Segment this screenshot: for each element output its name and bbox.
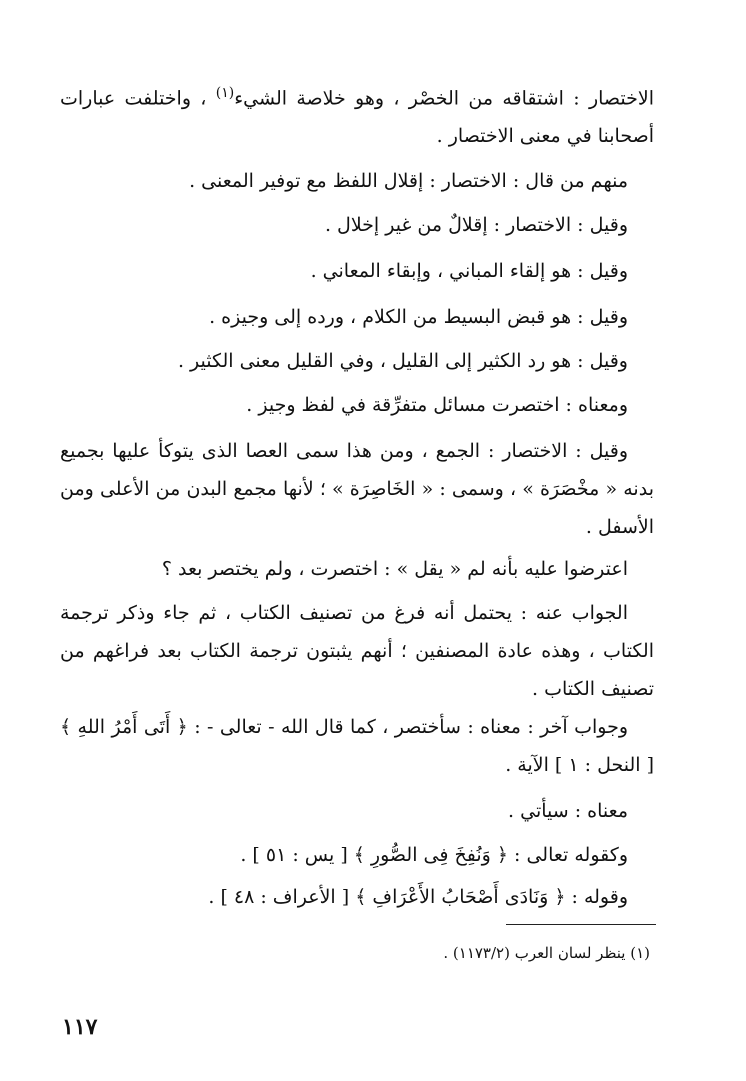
page-number: ١١٧ [62,1014,98,1040]
paragraph-2: منهم من قال : الاختصار : إقلال اللفظ مع توفير المعنى . [189,170,628,192]
paragraph-11: وجواب آخر : معناه : سأختصر ، كما قال الله - تعالى - : ﴿ أَتَى أَمْرُ اللهِ ﴾ [ النحل : ١ ] الآية . [60,716,654,776]
paragraph-4: وقيل : هو إلقاء المباني ، وإبقاء المعاني . [310,260,628,282]
footnote-separator [506,924,656,925]
paragraph-1-text: الاختصار : اشتقاقه من الخصْر ، وهو خلاصة الشيء [234,87,654,110]
paragraph-3: وقيل : الاختصار : إقلالٌ من غير إخلال . [324,214,628,236]
paragraph-5: وقيل : هو قبض البسيط من الكلام ، ورده إلى وجيزه . [209,306,628,328]
paragraph-10: الجواب عنه : يحتمل أنه فرغ من تصنيف الكتاب ، ثم جاء وذكر ترجمة الكتاب ، وهذه عادة المصنفين ؛ أنهم يثبتون ترجمة الكتاب بعد فراغهم من تصنيف الكتاب . [60,602,654,700]
footnote: (١) ينظر لسان العرب (١١٧٣/٢) . [443,944,650,962]
paragraph-6: وقيل : هو رد الكثير إلى القليل ، وفي القليل معنى الكثير . [177,350,628,372]
footnote-reference[interactable]: (١) [215,85,235,101]
paragraph-14: وقوله : ﴿ وَنَادَى أَصْحَابُ الأَعْرَافِ ﴾ [ الأعراف : ٤٨ ] . [208,886,628,908]
paragraph-9: اعترضوا عليه بأنه لم « يقل » : اختصرت ، ولم يختصر بعد ؟ [161,558,628,580]
paragraph-7: ومعناه : اختصرت مسائل متفرِّقة في لفظ وجيز . [246,394,628,416]
paragraph-12: معناه : سيأتي . [508,800,628,822]
paragraph-8: وقيل : الاختصار : الجمع ، ومن هذا سمى العصا الذى يتوكأ عليها بجميع بدنه « مخْصَرَة » ، وسمى : « الخَاصِرَة » ؛ لأنها مجمع البدن من الأعلى ومن الأسفل . [60,440,654,538]
paragraph-1 [60,74,654,155]
paragraph-1-text-cont: ، واختلفت عبارات أصحابنا في معنى الاختصار . [60,87,654,148]
paragraph-13: وكقوله تعالى : ﴿ وَنُفِخَ فِى الصُّورِ ﴾ [ يس : ٥١ ] . [240,844,628,866]
